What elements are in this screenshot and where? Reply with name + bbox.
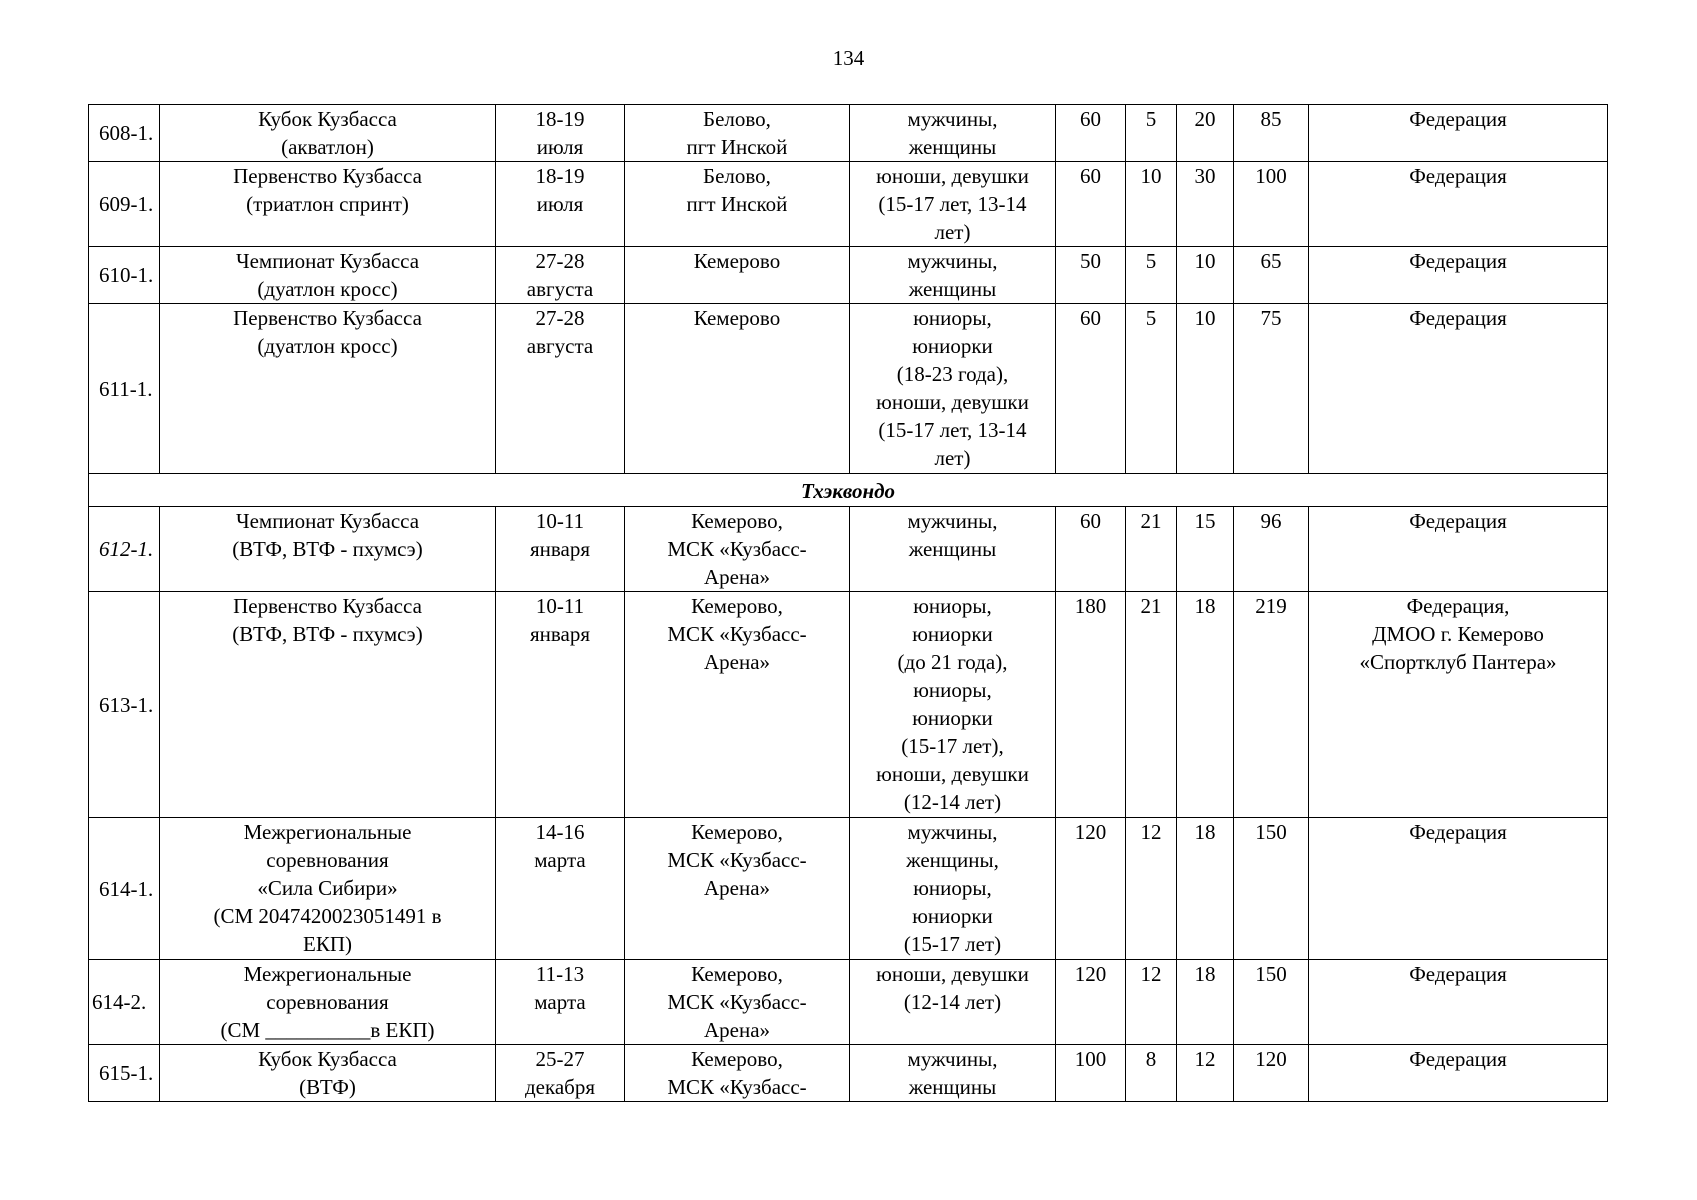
event-dates: 27-28 августа (496, 247, 625, 304)
table-row (89, 304, 1608, 474)
event-dates: 11-13 марта (496, 960, 625, 1045)
row-number: 614-2. (89, 960, 160, 1045)
table-row (89, 507, 1608, 592)
event-dates: 18-19 июля (496, 162, 625, 247)
event-organizer: Федерация (1309, 105, 1608, 162)
count-total: 120 (1234, 1045, 1309, 1102)
event-place: Кемерово, МСК «Кузбасс- Арена» (625, 818, 850, 960)
count-col-3: 18 (1177, 960, 1234, 1045)
event-organizer: Федерация (1309, 960, 1608, 1045)
row-number: 609-1. (89, 162, 160, 247)
table-row (89, 247, 1608, 304)
count-col-1: 60 (1056, 105, 1126, 162)
section-title: Тхэквондо (89, 474, 1608, 507)
section-row (89, 474, 1608, 507)
page-number: 134 (832, 46, 865, 70)
event-place: Белово, пгт Инской (625, 105, 850, 162)
event-place: Кемерово, МСК «Кузбасс- (625, 1045, 850, 1102)
count-col-2: 21 (1126, 592, 1177, 818)
event-participants: мужчины, женщины (850, 1045, 1056, 1102)
count-col-2: 5 (1126, 304, 1177, 474)
event-organizer: Федерация (1309, 507, 1608, 592)
row-number: 611-1. (89, 304, 160, 474)
event-participants: мужчины, женщины, юниоры, юниорки (15-17 лет) (850, 818, 1056, 960)
event-participants: юноши, девушки (12-14 лет) (850, 960, 1056, 1045)
event-dates: 10-11 января (496, 592, 625, 818)
row-number: 608-1. (89, 105, 160, 162)
event-name: Межрегиональные соревнования (СМ __________в ЕКП) (160, 960, 496, 1045)
count-col-3: 15 (1177, 507, 1234, 592)
count-col-3: 30 (1177, 162, 1234, 247)
count-col-1: 180 (1056, 592, 1126, 818)
event-organizer: Федерация (1309, 247, 1608, 304)
count-total: 150 (1234, 960, 1309, 1045)
count-total: 219 (1234, 592, 1309, 818)
event-participants: мужчины, женщины (850, 247, 1056, 304)
event-participants: юниоры, юниорки (до 21 года), юниоры, юниорки (15-17 лет), юноши, девушки (12-14 лет) (850, 592, 1056, 818)
row-number: 614-1. (89, 818, 160, 960)
row-number: 613-1. (89, 592, 160, 818)
count-col-1: 60 (1056, 507, 1126, 592)
count-col-2: 12 (1126, 960, 1177, 1045)
count-col-2: 8 (1126, 1045, 1177, 1102)
table-row (89, 1045, 1608, 1102)
count-col-1: 120 (1056, 960, 1126, 1045)
row-number: 610-1. (89, 247, 160, 304)
count-total: 85 (1234, 105, 1309, 162)
event-place: Кемерово, МСК «Кузбасс- Арена» (625, 507, 850, 592)
count-col-2: 12 (1126, 818, 1177, 960)
event-name: Кубок Кузбасса (акватлон) (160, 105, 496, 162)
event-organizer: Федерация (1309, 818, 1608, 960)
events-table (88, 104, 1608, 1102)
count-col-2: 5 (1126, 247, 1177, 304)
event-dates: 10-11 января (496, 507, 625, 592)
count-col-3: 10 (1177, 304, 1234, 474)
count-col-1: 60 (1056, 162, 1126, 247)
row-number: 612-1. (89, 507, 160, 592)
count-col-3: 18 (1177, 818, 1234, 960)
table-row (89, 592, 1608, 818)
event-name: Первенство Кузбасса (ВТФ, ВТФ - пхумсэ) (160, 592, 496, 818)
event-name: Чемпионат Кузбасса (ВТФ, ВТФ - пхумсэ) (160, 507, 496, 592)
count-col-1: 100 (1056, 1045, 1126, 1102)
row-number: 615-1. (89, 1045, 160, 1102)
event-participants: юниоры, юниорки (18-23 года), юноши, девушки (15-17 лет, 13-14 лет) (850, 304, 1056, 474)
count-col-2: 5 (1126, 105, 1177, 162)
event-organizer: Федерация (1309, 162, 1608, 247)
event-organizer: Федерация (1309, 304, 1608, 474)
event-dates: 18-19 июля (496, 105, 625, 162)
count-col-2: 10 (1126, 162, 1177, 247)
event-name: Чемпионат Кузбасса (дуатлон кросс) (160, 247, 496, 304)
event-name: Межрегиональные соревнования «Сила Сибири» (СМ 2047420023051491 в ЕКП) (160, 818, 496, 960)
event-dates: 27-28 августа (496, 304, 625, 474)
event-participants: мужчины, женщины (850, 105, 1056, 162)
table-row (89, 818, 1608, 960)
count-total: 96 (1234, 507, 1309, 592)
table-row (89, 105, 1608, 162)
event-place: Кемерово (625, 304, 850, 474)
count-total: 150 (1234, 818, 1309, 960)
event-name: Первенство Кузбасса (дуатлон кросс) (160, 304, 496, 474)
event-organizer: Федерация (1309, 1045, 1608, 1102)
event-place: Белово, пгт Инской (625, 162, 850, 247)
count-col-3: 20 (1177, 105, 1234, 162)
event-organizer: Федерация, ДМОО г. Кемерово «Спортклуб Пантера» (1309, 592, 1608, 818)
event-place: Кемерово, МСК «Кузбасс- Арена» (625, 592, 850, 818)
count-col-1: 60 (1056, 304, 1126, 474)
count-total: 65 (1234, 247, 1309, 304)
count-col-3: 12 (1177, 1045, 1234, 1102)
count-col-3: 18 (1177, 592, 1234, 818)
count-col-3: 10 (1177, 247, 1234, 304)
event-place: Кемерово (625, 247, 850, 304)
count-col-1: 120 (1056, 818, 1126, 960)
event-place: Кемерово, МСК «Кузбасс- Арена» (625, 960, 850, 1045)
event-dates: 14-16 марта (496, 818, 625, 960)
count-col-1: 50 (1056, 247, 1126, 304)
count-total: 75 (1234, 304, 1309, 474)
count-col-2: 21 (1126, 507, 1177, 592)
event-participants: мужчины, женщины (850, 507, 1056, 592)
event-name: Первенство Кузбасса (триатлон спринт) (160, 162, 496, 247)
event-dates: 25-27 декабря (496, 1045, 625, 1102)
table-row (89, 162, 1608, 247)
count-total: 100 (1234, 162, 1309, 247)
event-participants: юноши, девушки (15-17 лет, 13-14 лет) (850, 162, 1056, 247)
event-name: Кубок Кузбасса (ВТФ) (160, 1045, 496, 1102)
table-row (89, 960, 1608, 1045)
